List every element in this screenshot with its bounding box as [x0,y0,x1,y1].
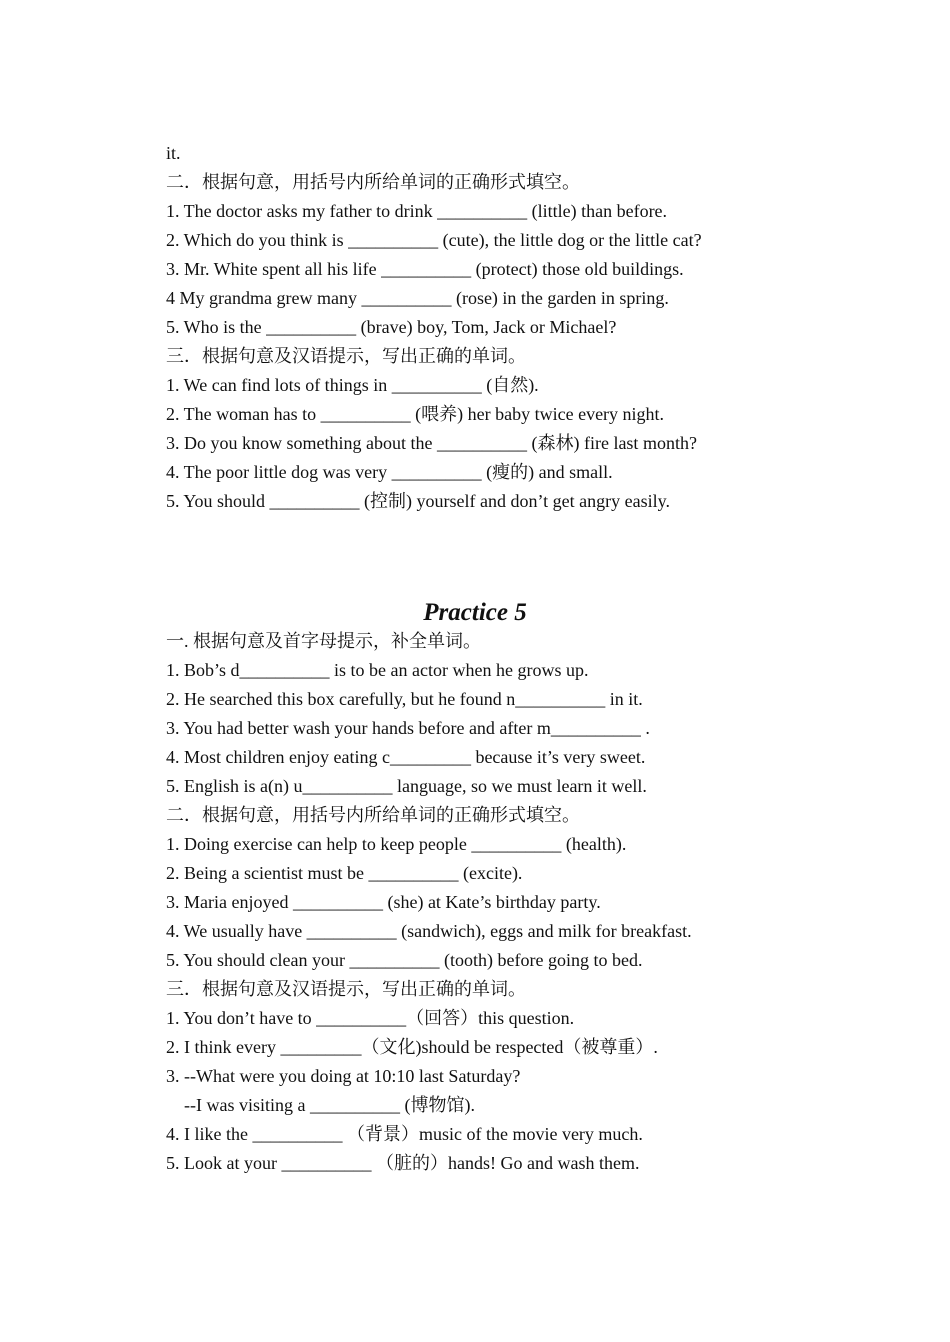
exercise-item: 3. You had better wash your hands before and after m__________ . [166,718,650,738]
exercise-item: 4. The poor little dog was very __________ (瘦的) and small. [166,462,613,482]
exercise-item-answer: --I was visiting a __________ (博物馆). [166,1095,475,1115]
exercise-item: 5. You should __________ (控制) yourself and don’t get angry easily. [166,491,670,511]
exercise-item: 1. The doctor asks my father to drink __________ (little) than before. [166,201,668,221]
exercise-item: 3. Do you know something about the __________ (森林) fire last month? [166,433,697,453]
section-heading-3: 三．根据句意及汉语提示，写出正确的单词。 [166,346,526,366]
section-heading-2: 二．根据句意，用括号内所给单词的正确形式填空。 [166,805,580,825]
exercise-item: 1. Bob’s d__________ is to be an actor when he grows up. [166,660,589,680]
section-heading-3: 三．根据句意及汉语提示，写出正确的单词。 [166,979,526,999]
continued-line: it. [166,143,181,163]
exercise-item: 4. I like the __________ （背景）music of the movie very much. [166,1124,643,1144]
section-heading-2: 二．根据句意，用括号内所给单词的正确形式填空。 [166,172,580,192]
exercise-item: 1. We can find lots of things in __________ (自然). [166,375,539,395]
exercise-item: 2. I think every _________（文化)should be respected（被尊重）. [166,1037,658,1057]
top-exercise-section [166,139,806,516]
exercise-item: 2. Which do you think is __________ (cute), the little dog or the little cat? [166,230,702,250]
exercise-item: 2. The woman has to __________ (喂养) her baby twice every night. [166,404,665,424]
practice-title: Practice 5 [423,599,527,626]
exercise-item: 3. --What were you doing at 10:10 last Saturday? [166,1066,521,1086]
exercise-item: 4 My grandma grew many __________ (rose) in the garden in spring. [166,288,669,308]
exercise-item: 1. Doing exercise can help to keep people __________ (health). [166,834,627,854]
exercise-item: 5. Who is the __________ (brave) boy, Tom, Jack or Michael? [166,317,617,337]
exercise-item: 4. We usually have __________ (sandwich), eggs and milk for breakfast. [166,921,692,941]
exercise-item: 2. Being a scientist must be __________ (excite). [166,863,523,883]
exercise-item: 5. English is a(n) u__________ language, so we must learn it well. [166,776,647,796]
exercise-item: 3. Maria enjoyed __________ (she) at Kate’s birthday party. [166,892,601,912]
exercise-item: 2. He searched this box carefully, but he found n__________ in it. [166,689,643,709]
exercise-item: 4. Most children enjoy eating c_________ because it’s very sweet. [166,747,646,767]
section-heading-1: 一. 根据句意及首字母提示，补全单词。 [166,631,481,651]
exercise-item: 1. You don’t have to __________（回答）this question. [166,1008,575,1028]
exercise-item: 5. You should clean your __________ (tooth) before going to bed. [166,950,643,970]
exercise-item: 3. Mr. White spent all his life __________ (protect) those old buildings. [166,259,684,279]
exercise-item: 5. Look at your __________ （脏的）hands! Go and wash them. [166,1153,640,1173]
practice5-section [166,627,806,1178]
